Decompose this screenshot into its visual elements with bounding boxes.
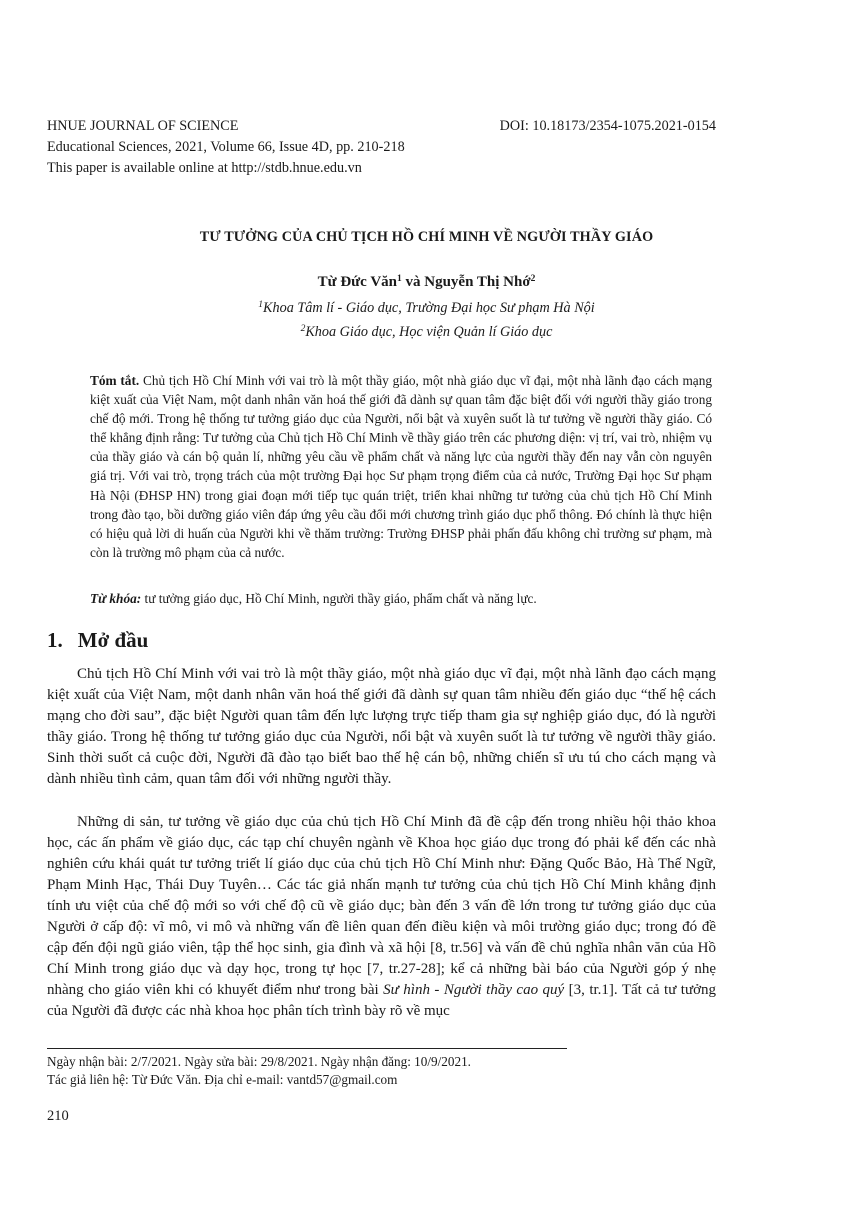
author-2: Nguyễn Thị Nhớ	[424, 274, 531, 290]
abstract	[90, 371, 712, 562]
keywords-label: Từ khóa:	[90, 591, 142, 606]
body-paragraph-1: Chủ tịch Hồ Chí Minh với vai trò là một thầy giáo, một nhà giáo dục vĩ đại, một nhà lãnh đạo cách mạng kiệt xuất của Việt Nam, một danh nhân văn hoá thế giới đã dành sự quan tâm nhiều đến giáo dục “thế hệ cách mạng cho đời sau”, đặc biệt Người quan tâm đến lực lượng trực tiếp tham gia sự nghiệp giáo dục, đó là người thầy giáo. Trong hệ thống tư tưởng giáo dục của Người, nổi bật và xuyên suốt là tư tưởng về người thầy giáo. Sinh thời suốt cả cuộc đời, Người đã đào tạo biết bao thế hệ cán bộ, những chiến sĩ ưu tú cho cách mạng và dành nhiều tình cảm, quan tâm đối với những người thầy.	[47, 666, 716, 787]
abstract-label: Tóm tắt.	[90, 373, 140, 388]
author-connector: và	[401, 274, 425, 290]
author-2-marker: 2	[530, 274, 536, 284]
section-number: 1.	[47, 628, 63, 652]
author-1: Từ Đức Văn	[317, 274, 397, 290]
keywords-text: tư tưởng giáo dục, Hồ Chí Minh, người thầy giáo, phẩm chất và năng lực.	[141, 591, 537, 606]
author-1-marker: 1	[397, 274, 402, 284]
journal-name: HNUE JOURNAL OF SCIENCE	[47, 118, 239, 134]
body-paragraph-2: Những di sản, tư tưởng về giáo dục của chủ tịch Hồ Chí Minh đã đề cập đến trong nhiều hội thảo khoa học, các ấn phẩm về giáo dục, các tạp chí chuyên ngành về Khoa học giáo dục trong đó phải kể đến các nhà nghiên cứu khái quát tư tưởng triết lí giáo dục của chủ tịch Hồ Chí Minh như: Đặng Quốc Bảo, Hà Thế Ngữ, Phạm Minh Hạc, Thái Duy Tuyên… Các tác giả nhấn mạnh tư tưởng của chủ tịch Hồ Chí Minh khẳng định tính ưu việt của chế độ mới so với chế độ cũ về giáo dục; bàn đến 3 vấn đề lớn trong tư tưởng giáo dục của Người ở cấp độ: vĩ mô, vi mô và những vấn đề liên quan đến điều kiện và môi trường giáo dục; trong đó đề cập đến đội ngũ giáo viên, tập thể học sinh, gia đình và xã hội [8, tr.56] và vấn đề chủ nghĩa nhân văn của Hồ Chí Minh trong giáo dục và dạy học, trong tự học [7, tr.27-28]; kể cả những bài báo của Người góp ý nhẹ nhàng cho giáo viên khi có khuyết điểm như trong bài Sư hình - Người thầy cao quý [3, tr.1]. Tất cả tư tưởng của Người đã được các nhà khoa học phân tích trình bày rõ về mục	[47, 814, 717, 1019]
section-title: Mở đầu	[77, 628, 149, 652]
author-line	[0, 274, 853, 291]
footnote-separator	[47, 1048, 567, 1049]
paper-title: TƯ TƯỞNG CỦA CHỦ TỊCH HỒ CHÍ MINH VỀ NGƯỜI THẦY GIÁO	[199, 229, 654, 245]
online-availability: This paper is available online at http://stdb.hnue.edu.vn	[47, 160, 362, 176]
footnote-contact: Tác giả liên hệ: Từ Đức Văn. Địa chỉ e-mail: vantd57@gmail.com	[47, 1072, 398, 1087]
section-heading	[47, 628, 148, 653]
affiliation-1: $^1$Khoa Tâm lí - Giáo dục, Trường Đại học Sư phạm Hà Nội	[258, 300, 595, 316]
doi: DOI: 10.18173/2354-1075.2021-0154	[499, 118, 716, 134]
affiliation-2: $^2$Khoa Giáo dục, Học viện Quản lí Giáo dục	[300, 324, 553, 340]
volume-info: Educational Sciences, 2021, Volume 66, Issue 4D, pp. 210-218	[47, 139, 405, 155]
abstract-text: Chủ tịch Hồ Chí Minh với vai trò là một thầy giáo, một nhà giáo dục vĩ đại, một nhà lãnh đạo cách mạng kiệt xuất của Việt Nam, một danh nhân văn hoá thế giới đã dành sự quan tâm đặc biệt đối với người thầy giáo trong chế độ mới. Trong hệ thống tư tưởng giáo dục của Người, nổi bật và xuyên suốt là tư tưởng về người thầy giáo. Có thể khẳng định rằng: Tư tưởng của Chủ tịch Hồ Chí Minh về thầy giáo trên các phương diện: vị trí, vai trò, nhiệm vụ của thầy giáo và cán bộ quản lí, những yêu cầu về phẩm chất và năng lực của người thầy đến nay vẫn còn nguyên giá trị. Với vai trò, trọng trách của một trường Đại học Sư phạm trọng điểm của cả nước, Trường Đại học Sư phạm Hà Nội (ĐHSP HN) trong giai đoạn mới tiếp tục quán triệt, triển khai những tư tưởng của chủ tịch Hồ Chí Minh trong đào tạo, bồi dưỡng giáo viên đáp ứng yêu cầu đổi mới chương trình giáo dục phổ thông. Đó chính là thực hiện có hiệu quả lời di huấn của Người khi về thăm trường: Trường ĐHSP phải phấn đấu không chỉ trường sư phạm, mà còn là trường mô phạm của cả nước.	[90, 373, 713, 560]
footnote-dates: Ngày nhận bài: 2/7/2021. Ngày sửa bài: 29/8/2021. Ngày nhận đăng: 10/9/2021.	[47, 1054, 471, 1069]
article-title-citation: Sư hình - Người thầy cao quý	[383, 982, 565, 998]
page-number: 210	[47, 1108, 69, 1124]
keywords	[90, 589, 712, 608]
